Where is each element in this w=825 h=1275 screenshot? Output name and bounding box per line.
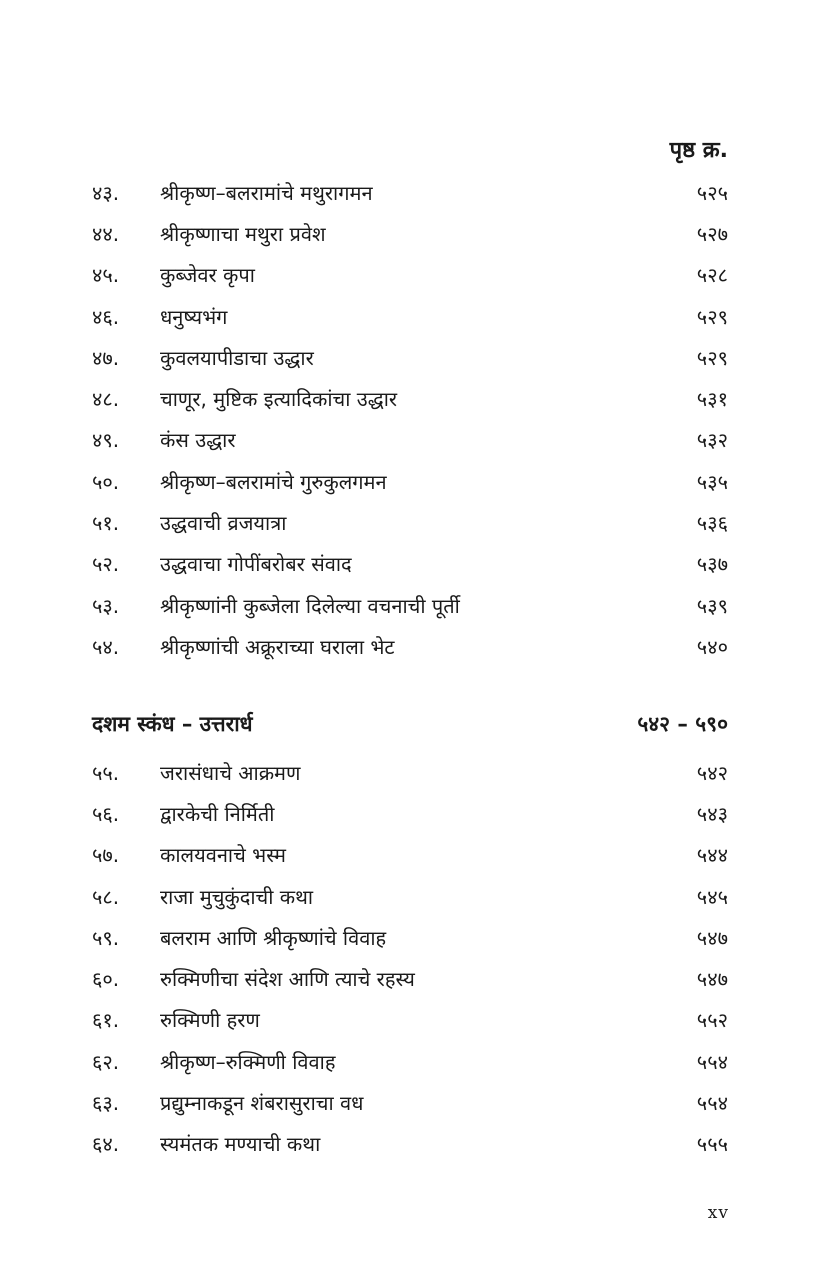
toc-entry bbox=[92, 1000, 728, 1041]
entry-page-number: ५२५ bbox=[696, 180, 728, 205]
entry-number: ४९. bbox=[92, 428, 120, 453]
section-title: दशम स्कंध – उत्तरार्ध bbox=[92, 712, 253, 736]
entry-title: श्रीकृष्णांची अक्रूराच्या घराला भेट bbox=[160, 634, 395, 659]
entry-number: ४५. bbox=[92, 263, 120, 288]
entry-number: ४३. bbox=[92, 180, 120, 205]
entry-number: ५३. bbox=[92, 593, 120, 618]
entry-number: ५२. bbox=[92, 552, 120, 577]
entry-title: द्वारकेची निर्मिती bbox=[160, 801, 275, 826]
toc-entry bbox=[92, 378, 728, 419]
toc-entry bbox=[92, 917, 728, 958]
entry-number: ५८. bbox=[92, 884, 120, 909]
toc-entry bbox=[92, 255, 728, 296]
entry-page-number: ५४७ bbox=[696, 925, 728, 950]
entry-page-number: ५४७ bbox=[696, 967, 728, 992]
entry-page-number: ५२९ bbox=[696, 345, 728, 370]
section-page-range: ५४२ – ५९० bbox=[637, 712, 728, 736]
toc-entry bbox=[92, 752, 728, 793]
entry-page-number: ५४२ bbox=[696, 760, 728, 785]
toc-entry bbox=[92, 461, 728, 502]
entry-page-number: ५२९ bbox=[696, 304, 728, 329]
entry-title: श्रीकृष्णांनी कुब्जेला दिलेल्या वचनाची पूर्ती bbox=[160, 593, 460, 618]
entry-page-number: ५५५ bbox=[696, 1132, 728, 1157]
section-heading bbox=[92, 710, 728, 738]
entry-page-number: ५५४ bbox=[696, 1049, 728, 1074]
entry-page-number: ५२७ bbox=[696, 221, 728, 246]
entry-page-number: ५२८ bbox=[696, 263, 728, 288]
entry-number: ४८. bbox=[92, 387, 120, 412]
entry-title: श्रीकृष्ण–बलरामांचे मथुरागमन bbox=[160, 180, 373, 205]
entry-number: ६३. bbox=[92, 1091, 120, 1116]
entry-page-number: ५४३ bbox=[696, 801, 728, 826]
entry-number: ६१. bbox=[92, 1008, 120, 1033]
toc-entry bbox=[92, 296, 728, 337]
entry-number: ४४. bbox=[92, 221, 120, 246]
entry-title: उद्धवाचा गोपींबरोबर संवाद bbox=[160, 552, 352, 577]
entry-number: ६०. bbox=[92, 967, 120, 992]
entry-title: उद्धवाची व्रजयात्रा bbox=[160, 511, 287, 536]
entry-page-number: ५३२ bbox=[696, 428, 728, 453]
entry-title: श्रीकृष्ण–बलरामांचे गुरुकुलगमन bbox=[160, 469, 387, 494]
entry-page-number: ५३५ bbox=[696, 469, 728, 494]
toc-entry bbox=[92, 502, 728, 543]
entry-title: बलराम आणि श्रीकृष्णांचे विवाह bbox=[160, 925, 387, 950]
entry-number: ६२. bbox=[92, 1049, 120, 1074]
toc-entry bbox=[92, 1041, 728, 1082]
entry-title: कंस उद्धार bbox=[160, 428, 236, 453]
entry-title: श्रीकृष्णाचा मथुरा प्रवेश bbox=[160, 221, 326, 246]
entry-title: रुक्मिणी हरण bbox=[160, 1008, 260, 1033]
toc-entry bbox=[92, 213, 728, 254]
entry-title: श्रीकृष्ण–रुक्मिणी विवाह bbox=[160, 1049, 336, 1074]
entry-number: ५१. bbox=[92, 511, 120, 536]
entry-page-number: ५३१ bbox=[696, 387, 728, 412]
entry-page-number: ५४५ bbox=[696, 884, 728, 909]
entry-title: धनुष्यभंग bbox=[160, 304, 228, 329]
entry-page-number: ५३९ bbox=[696, 593, 728, 618]
entry-page-number: ५४० bbox=[696, 634, 728, 659]
toc-entry bbox=[92, 626, 728, 667]
toc-list-section-2 bbox=[92, 752, 728, 1165]
entry-title: स्यमंतक मण्याची कथा bbox=[160, 1132, 321, 1157]
entry-page-number: ५४४ bbox=[696, 843, 728, 868]
entry-title: कालयवनाचे भस्म bbox=[160, 843, 286, 868]
entry-title: राजा मुचुकुंदाची कथा bbox=[160, 884, 314, 909]
entry-number: ५०. bbox=[92, 469, 120, 494]
toc-entry bbox=[92, 337, 728, 378]
entry-title: कुब्जेवर कृपा bbox=[160, 263, 255, 288]
entry-number: ५४. bbox=[92, 634, 120, 659]
entry-page-number: ५३७ bbox=[696, 552, 728, 577]
entry-number: ६४. bbox=[92, 1132, 120, 1157]
page-column-header: पृष्ठ क्र. bbox=[669, 138, 728, 163]
toc-entry bbox=[92, 876, 728, 917]
entry-title: प्रद्युम्नाकडून शंबरासुराचा वध bbox=[160, 1091, 364, 1116]
toc-list-section-1 bbox=[92, 172, 728, 668]
entry-number: ५९. bbox=[92, 925, 120, 950]
toc-entry bbox=[92, 835, 728, 876]
entry-number: ५६. bbox=[92, 801, 120, 826]
toc-entry bbox=[92, 1124, 728, 1165]
toc-entry bbox=[92, 1082, 728, 1123]
entry-title: चाणूर, मुष्टिक इत्यादिकांचा उद्धार bbox=[160, 387, 398, 412]
page-folio: xv bbox=[707, 1203, 729, 1223]
entry-number: ५५. bbox=[92, 760, 120, 785]
entry-page-number: ५५४ bbox=[696, 1091, 728, 1116]
entry-number: ५७. bbox=[92, 843, 120, 868]
toc-entry bbox=[92, 544, 728, 585]
toc-entry bbox=[92, 793, 728, 834]
toc-entry bbox=[92, 172, 728, 213]
entry-page-number: ५३६ bbox=[696, 511, 728, 536]
toc-entry bbox=[92, 585, 728, 626]
entry-number: ४६. bbox=[92, 304, 120, 329]
toc-entry bbox=[92, 420, 728, 461]
entry-title: कुवलयापीडाचा उद्धार bbox=[160, 345, 314, 370]
toc-entry bbox=[92, 958, 728, 999]
entry-title: रुक्मिणीचा संदेश आणि त्याचे रहस्य bbox=[160, 967, 415, 992]
entry-number: ४७. bbox=[92, 345, 120, 370]
entry-title: जरासंधाचे आक्रमण bbox=[160, 760, 301, 785]
entry-page-number: ५५२ bbox=[696, 1008, 728, 1033]
